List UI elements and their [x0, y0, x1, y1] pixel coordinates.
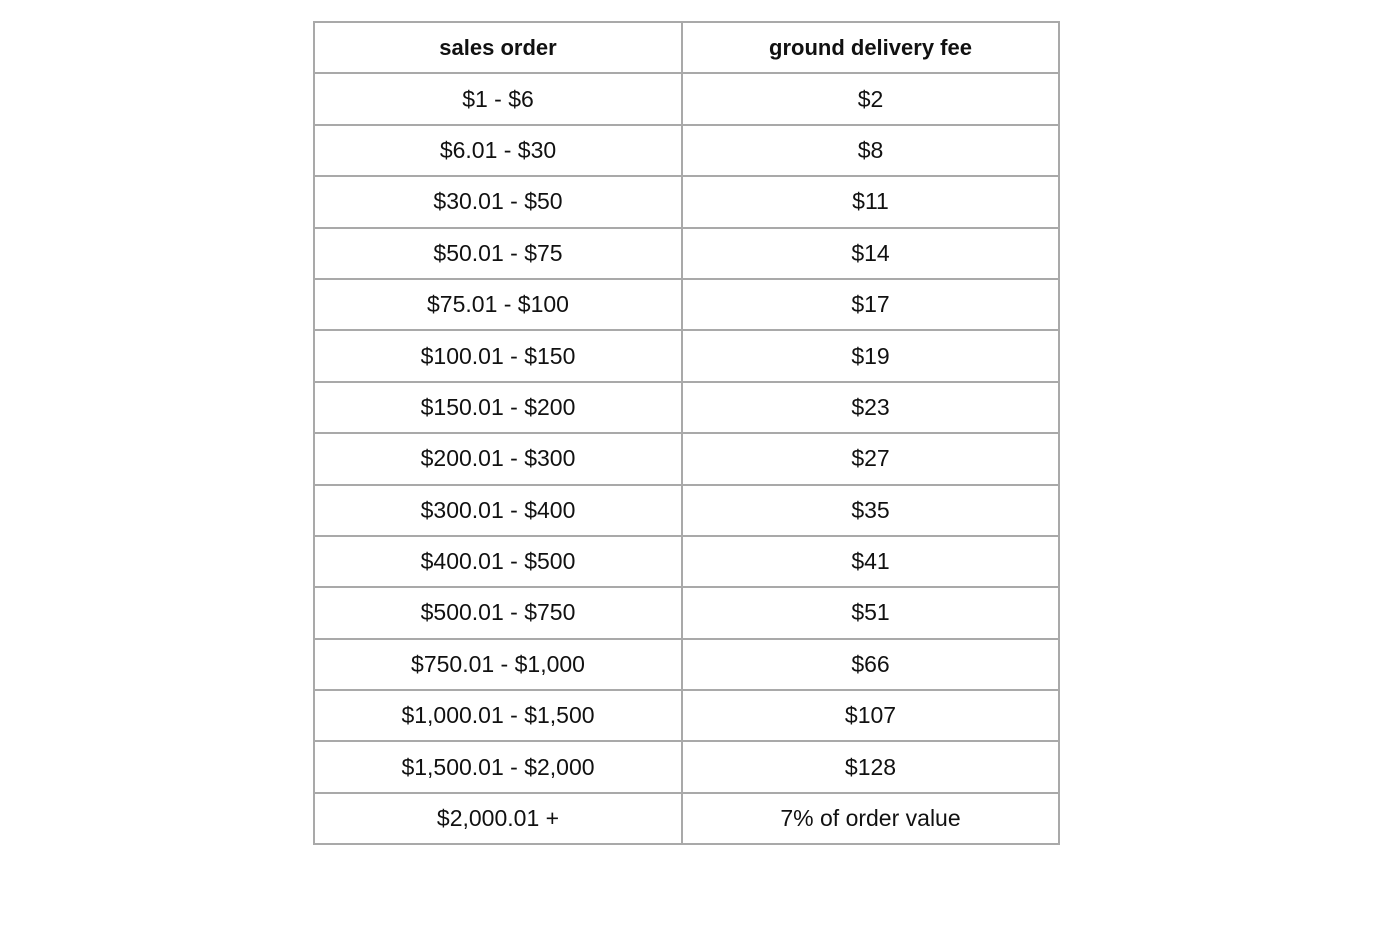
sales-order-range-cell: $400.01 - $500 — [314, 536, 682, 587]
sales-order-range-cell: $150.01 - $200 — [314, 382, 682, 433]
sales-order-range-cell: $1,000.01 - $1,500 — [314, 690, 682, 741]
delivery-fee-cell: $128 — [682, 741, 1059, 792]
delivery-fee-cell: $2 — [682, 73, 1059, 124]
table-row — [314, 382, 1059, 433]
sales-order-range-cell: $75.01 - $100 — [314, 279, 682, 330]
delivery-fee-cell: $11 — [682, 176, 1059, 227]
table-row — [314, 587, 1059, 638]
delivery-fee-cell: $41 — [682, 536, 1059, 587]
delivery-fee-table — [313, 21, 1060, 845]
delivery-fee-cell: $17 — [682, 279, 1059, 330]
delivery-fee-cell: 7% of order value — [682, 793, 1059, 844]
delivery-fee-cell: $51 — [682, 587, 1059, 638]
delivery-fee-cell: $14 — [682, 228, 1059, 279]
sales-order-range-cell: $200.01 - $300 — [314, 433, 682, 484]
sales-order-range-cell: $1,500.01 - $2,000 — [314, 741, 682, 792]
table-row — [314, 176, 1059, 227]
column-header-sales-order: sales order — [314, 22, 682, 73]
table-body — [314, 73, 1059, 844]
sales-order-range-cell: $500.01 - $750 — [314, 587, 682, 638]
sales-order-range-cell: $100.01 - $150 — [314, 330, 682, 381]
table-row — [314, 330, 1059, 381]
delivery-fee-cell: $19 — [682, 330, 1059, 381]
sales-order-range-cell: $300.01 - $400 — [314, 485, 682, 536]
table-row — [314, 279, 1059, 330]
column-header-ground-delivery-fee: ground delivery fee — [682, 22, 1059, 73]
delivery-fee-cell: $35 — [682, 485, 1059, 536]
table-row — [314, 793, 1059, 844]
table-row — [314, 690, 1059, 741]
delivery-fee-cell: $8 — [682, 125, 1059, 176]
table-row — [314, 639, 1059, 690]
sales-order-range-cell: $1 - $6 — [314, 73, 682, 124]
table-row — [314, 485, 1059, 536]
sales-order-range-cell: $30.01 - $50 — [314, 176, 682, 227]
table-row — [314, 228, 1059, 279]
table-row — [314, 536, 1059, 587]
table-row — [314, 125, 1059, 176]
delivery-fee-cell: $27 — [682, 433, 1059, 484]
sales-order-range-cell: $50.01 - $75 — [314, 228, 682, 279]
sales-order-range-cell: $750.01 - $1,000 — [314, 639, 682, 690]
delivery-fee-cell: $107 — [682, 690, 1059, 741]
sales-order-range-cell: $6.01 - $30 — [314, 125, 682, 176]
table-row — [314, 73, 1059, 124]
table-header — [314, 22, 1059, 73]
table-row — [314, 741, 1059, 792]
table-row — [314, 433, 1059, 484]
sales-order-range-cell: $2,000.01 + — [314, 793, 682, 844]
header-row — [314, 22, 1059, 73]
delivery-fee-cell: $66 — [682, 639, 1059, 690]
delivery-fee-cell: $23 — [682, 382, 1059, 433]
